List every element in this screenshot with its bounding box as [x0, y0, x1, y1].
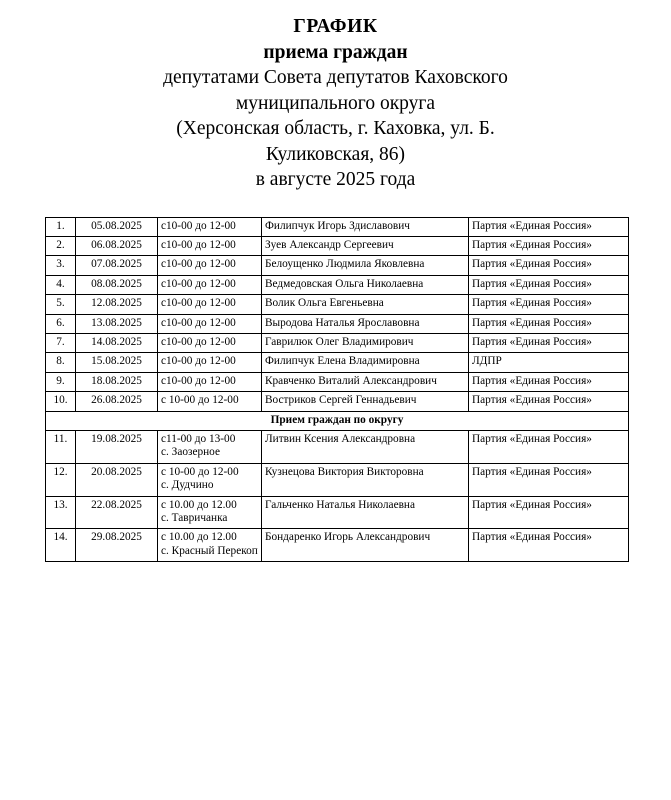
table-row — [46, 236, 629, 255]
row-deputy-name: Гальченко Наталья Николаевна — [262, 496, 469, 529]
row-date: 05.08.2025 — [76, 217, 158, 236]
row-deputy-name: Филипчук Елена Владимировна — [262, 353, 469, 372]
row-party: Партия «Единая Россия» — [469, 333, 629, 352]
table-row — [46, 463, 629, 496]
row-time-hours: с10-00 до 12-00 — [161, 316, 236, 329]
row-number: 13. — [46, 496, 76, 529]
document-line-6: Куликовская, 86) — [265, 143, 406, 165]
row-deputy-name: Филипчук Игорь Здиславович — [262, 217, 469, 236]
row-party: Партия «Единая Россия» — [469, 275, 629, 294]
section-heading: Прием граждан по округу — [46, 411, 629, 430]
row-time — [158, 372, 262, 391]
row-date: 12.08.2025 — [76, 295, 158, 314]
row-time-hours: с10-00 до 12-00 — [161, 219, 236, 232]
row-number: 14. — [46, 529, 76, 562]
row-deputy-name: Востриков Сергей Геннадьевич — [262, 392, 469, 411]
row-time-hours: с11-00 до 13-00 — [161, 432, 236, 445]
row-time — [158, 217, 262, 236]
row-number: 10. — [46, 392, 76, 411]
document-line-4: муниципального округа — [235, 92, 436, 114]
table-row — [46, 496, 629, 529]
schedule-table — [45, 217, 629, 563]
row-date: 13.08.2025 — [76, 314, 158, 333]
row-party: Партия «Единая Россия» — [469, 430, 629, 463]
row-party: Партия «Единая Россия» — [469, 217, 629, 236]
row-time-hours: с10-00 до 12-00 — [161, 238, 236, 251]
document-line-3: депутатами Совета депутатов Каховского — [163, 67, 508, 88]
row-time-hours: с10-00 до 12-00 — [161, 297, 236, 310]
row-time — [158, 353, 262, 372]
row-deputy-name: Бондаренко Игорь Александрович — [262, 529, 469, 562]
row-date: 14.08.2025 — [76, 333, 158, 352]
row-time-hours: с 10.00 до 12.00 — [161, 531, 237, 544]
row-deputy-name: Ведмедовская Ольга Николаевна — [262, 275, 469, 294]
row-number: 7. — [46, 333, 76, 352]
row-time-hours: с10-00 до 12-00 — [161, 277, 236, 290]
schedule-table-container — [0, 193, 671, 563]
row-time-hours: с10-00 до 12-00 — [161, 258, 236, 271]
row-number: 11. — [46, 430, 76, 463]
table-row — [46, 392, 629, 411]
table-row — [46, 275, 629, 294]
row-party: ЛДПР — [469, 353, 629, 372]
row-time — [158, 275, 262, 294]
row-number: 3. — [46, 256, 76, 275]
row-deputy-name: Волик Ольга Евгеньевна — [262, 295, 469, 314]
schedule-table-body — [46, 217, 629, 562]
row-party: Партия «Единая Россия» — [469, 392, 629, 411]
table-row — [46, 314, 629, 333]
document-title: ГРАФИК — [293, 16, 378, 37]
row-number: 9. — [46, 372, 76, 391]
table-row — [46, 372, 629, 391]
row-number: 5. — [46, 295, 76, 314]
row-number: 2. — [46, 236, 76, 255]
table-row — [46, 333, 629, 352]
row-date: 18.08.2025 — [76, 372, 158, 391]
row-date: 15.08.2025 — [76, 353, 158, 372]
row-date: 22.08.2025 — [76, 496, 158, 529]
row-party: Партия «Единая Россия» — [469, 463, 629, 496]
row-time-place: с. Тавричанка — [161, 512, 228, 524]
document-line-7: в августе 2025 года — [255, 169, 416, 190]
row-time-hours: с10-00 до 12-00 — [161, 355, 236, 368]
row-party: Партия «Единая Россия» — [469, 236, 629, 255]
row-time-hours: с 10-00 до 12-00 — [161, 394, 239, 407]
row-time — [158, 463, 262, 496]
row-time — [158, 529, 262, 562]
row-time-hours: с 10.00 до 12.00 — [161, 498, 237, 511]
row-deputy-name: Кузнецова Виктория Викторовна — [262, 463, 469, 496]
table-row — [46, 217, 629, 236]
row-time — [158, 256, 262, 275]
row-deputy-name: Кравченко Виталий Александрович — [262, 372, 469, 391]
row-number: 1. — [46, 217, 76, 236]
row-party: Партия «Единая Россия» — [469, 496, 629, 529]
row-time-hours: с 10-00 до 12-00 — [161, 465, 239, 478]
document-subtitle: приема граждан — [263, 41, 408, 63]
row-deputy-name: Выродова Наталья Ярославовна — [262, 314, 469, 333]
row-date: 19.08.2025 — [76, 430, 158, 463]
row-time-place: с. Дудчино — [161, 479, 214, 492]
document-line-5: (Херсонская область, г. Каховка, ул. Б. — [176, 118, 495, 139]
row-party: Партия «Единая Россия» — [469, 314, 629, 333]
row-deputy-name: Белоущенко Людмила Яковлевна — [262, 256, 469, 275]
document-header — [0, 0, 671, 193]
row-time-hours: с10-00 до 12-00 — [161, 374, 236, 387]
row-date: 08.08.2025 — [76, 275, 158, 294]
row-time-hours: с10-00 до 12-00 — [161, 335, 236, 348]
row-time — [158, 333, 262, 352]
row-time — [158, 314, 262, 333]
row-time — [158, 430, 262, 463]
row-time — [158, 392, 262, 411]
row-time — [158, 236, 262, 255]
table-row — [46, 256, 629, 275]
row-party: Партия «Единая Россия» — [469, 529, 629, 562]
row-date: 29.08.2025 — [76, 529, 158, 562]
row-date: 07.08.2025 — [76, 256, 158, 275]
row-number: 12. — [46, 463, 76, 496]
row-date: 06.08.2025 — [76, 236, 158, 255]
row-date: 26.08.2025 — [76, 392, 158, 411]
row-time — [158, 295, 262, 314]
row-time-place: с. Заозерное — [161, 446, 220, 459]
table-row — [46, 353, 629, 372]
row-number: 6. — [46, 314, 76, 333]
row-time — [158, 496, 262, 529]
table-row — [46, 430, 629, 463]
row-number: 8. — [46, 353, 76, 372]
row-time-place: с. Красный Перекоп — [161, 544, 258, 557]
row-deputy-name: Литвин Ксения Александровна — [262, 430, 469, 463]
table-row — [46, 295, 629, 314]
row-deputy-name: Гаврилюк Олег Владимирович — [262, 333, 469, 352]
row-date: 20.08.2025 — [76, 463, 158, 496]
row-party: Партия «Единая Россия» — [469, 372, 629, 391]
table-row — [46, 529, 629, 562]
row-number: 4. — [46, 275, 76, 294]
row-party: Партия «Единая Россия» — [469, 295, 629, 314]
row-party: Партия «Единая Россия» — [469, 256, 629, 275]
section-heading-row — [46, 411, 629, 430]
row-deputy-name: Зуев Александр Сергеевич — [262, 236, 469, 255]
